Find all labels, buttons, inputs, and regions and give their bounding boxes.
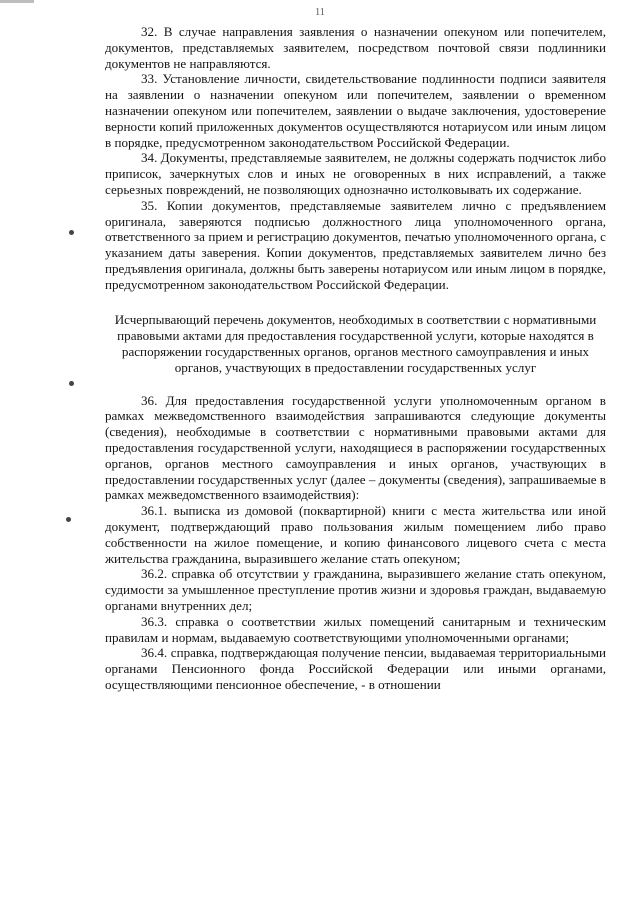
margin-punch-mark: [69, 381, 74, 386]
paragraph-34: 34. Документы, представляемые заявителем, не должны содержать подчисток либо приписок, зачеркнутых слов и иных не оговоренных в них исправлений, а также серьезных повреждений, не позволяющих однозначно истолковывать их содержание.: [105, 150, 606, 197]
paragraph-36: 36. Для предоставления государственной услуги уполномоченным органом в рамках межведомственного взаимодействия запрашиваются следующие документы (сведения), необходимые в соответствии с нормативными правовыми актами для предоставления государственной услуги, находящиеся в распоряжении государственных органов, органов местного самоуправления и иных органов, участвующих в предоставлении государственных услуг (далее – документы (сведения), запрашиваемые в рамках межведомственного взаимодействия):: [105, 392, 606, 503]
section-title: Исчерпывающий перечень документов, необходимых в соответствии с нормативными правовыми актами для предоставления государственной услуги, которые находятся в распоряжении государственных органов, органов местного самоуправления и иных органов, участвующих в предоставлении государственных услуг: [114, 311, 597, 375]
paragraph-36-1: 36.1. выписка из домовой (поквартирной) книги с места жительства или иной документ, подтверждающий право пользования жилым помещением либо право собственности на жилое помещение, и копию финансового лицевого счета с места жительства гражданина, выразившего желание стать опекуном;: [105, 503, 606, 566]
margin-punch-mark: [66, 517, 71, 522]
document-body: [105, 24, 606, 693]
paragraph-35: 35. Копии документов, представляемые заявителем лично с предъявлением оригинала, заверяются подписью должностного лица уполномоченного органа, ответственного за прием и регистрацию документов, печатью уполномоченного органа, с указанием даты заверения. Копии документов, представляемых заявителем лично без предъявления оригинала, должны быть заверены нотариусом или иным лицом в порядке, предусмотренном законодательством Российской Федерации.: [105, 197, 606, 292]
paragraph-36-3: 36.3. справка о соответствии жилых помещений санитарным и техническим правилам и нормам, выдаваемую соответствующими уполномоченными органами;: [105, 613, 606, 645]
margin-punch-mark: [69, 230, 74, 235]
paragraph-32: 32. В случае направления заявления о назначении опекуном или попечителем, документов, представляемых заявителем, посредством почтовой связи подлинники документов не направляются.: [105, 24, 606, 71]
paragraph-33: 33. Установление личности, свидетельствование подлинности подписи заявителя на заявлении о назначении опекуном или попечителем, заявлении о временном назначении опекуном или попечителем, заявлении о выдаче заключения, удостоверение верности копий приложенных документов осуществляются нотариусом или иным лицом в порядке, предусмотренном законодательством Российской Федерации.: [105, 71, 606, 150]
paragraph-36-4: 36.4. справка, подтверждающая получение пенсии, выдаваемая территориальными органами Пенсионного фонда Российской Федерации или иными органами, осуществляющими пенсионное обеспечение, - в отношении: [105, 645, 606, 692]
paragraph-36-2: 36.2. справка об отсутствии у гражданина, выразившего желание стать опекуном, судимости за умышленное преступление против жизни и здоровья граждан, выдаваемую органами внутренних дел;: [105, 566, 606, 613]
scan-corner-mark: [0, 0, 34, 3]
page-number: 11: [315, 7, 325, 18]
